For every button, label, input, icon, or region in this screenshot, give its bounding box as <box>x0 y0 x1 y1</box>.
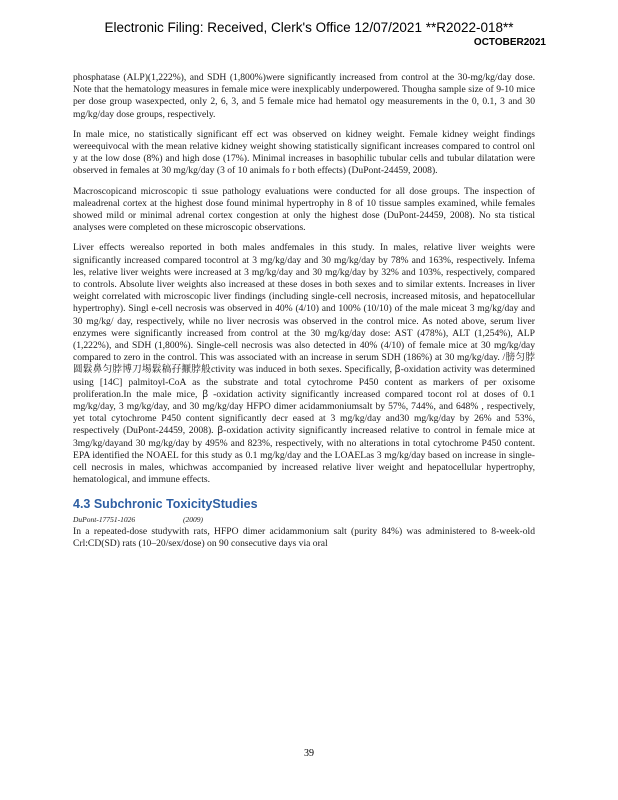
paragraph-kidney: In male mice, no statistically significant eff ect was observed on kidney weight. Female kidney weight findings wereequivocal with the mean relative kidney weight showing statistically significant increases compared to control onl y at the low dose (8%) and high dose (17%). Minimal increases in basophilic tubular cells and tubular dilatation were observed in females at 30 mg/kg/day (3 of 10 animals fo r both effects) (DuPont-24459, 2008). <box>73 128 535 177</box>
paragraph-subchronic: In a repeated-dose studywith rats, HFPO dimer acidammonium salt (purity 84%) was administered to 8-week-old Crl:CD(SD) rats (10–20/sex/dose) on 90 consecutive days via oral <box>73 525 535 549</box>
filing-header: Electronic Filing: Received, Clerk's Office 12/07/2021 **R2022-018** <box>104 20 514 35</box>
paragraph-liver: Liver effects werealso reported in both males andfemales in this study. In males, relative liver weights were significantly increased compared tocontrol at 3 mg/kg/day and 30 mg/kg/day by 78% and 163%, respectively. Infema les, relative liver weights were increased at 3 mg/kg/day and 30 mg/kg/day by 32% and 103%, respectively, compared to controls. Absolute liver weights also increased at these doses in both sexes and to similar extents. Increases in liver weight correlated with microscopic liver findings (including single-cell necrosis, increased mitosis, and hepatocellular hypertrophy). Singl e-cell necrosis was observed in 40% (4/10) and 100% (10/10) of the male miceat 3 mg/kg/day and 30 mg/kg/ day, respectively, while no liver necrosis was observed in the control mice. As noted above, serum liver enzymes were significantly increased from control at the 30 mg/kg/day dose: AST (478%), ALT (1,254%), ALP (1,222%), and SDH (1,800%). Single-cell necrosis was also detected in 40% (4/10) of female mice at 30 mg/kg/day compared to zero in the control. This was associated with an increase in serum SDH (186%) at 30 mg/kg/day. /膀匀脖圆鬏鼻匀脖博刀埸鬏稿孖擫脖般ctivity was induced in both sexes. Specifically, ꞵ-oxidation activity was determined using [14C] palmitoyl-CoA as the substrate and total cytochrome P450 content as markers of per oxisome proliferation.In the male mice, ꞵ -oxidation activity significantly increased compared tocont rol at doses of 0.1 mg/kg/day, 3 mg/kg/day, and 30 mg/kg/day HFPO dimer acidammoniumsalt by 57%, 744%, and 648% , respectively, yet total cytochrome P450 content significantly decr eased at 3 mg/kg/day and30 mg/kg/day by 26% and 53%, respectively (DuPont-24459, 2008). ꞵ-oxidation activity significantly increased relative to control in female mice at 3mg/kg/dayand 30 mg/kg/day by 495% and 823%, respectively, with no alterations in total cytochrome P450 content. EPA identified the NOAEL for this study as 0.1 mg/kg/day and the LOAELas 3 mg/kg/day based on increase in single-cell necrosis in males, whichwas accompanied by increased relative liver weight and hepatocellular hypertrophy, hematological, and immune effects. <box>73 242 535 486</box>
page-number: 39 <box>304 748 314 759</box>
document-date: OCTOBER2021 <box>473 37 546 48</box>
study-citation <box>73 515 535 524</box>
section-heading: 4.3 Subchronic ToxicityStudies <box>73 496 258 511</box>
paragraph-hematology: phosphatase (ALP)(1,222%), and SDH (1,800%)were significantly increased from control at the 30-mg/kg/day dose. Note that the hematology measures in female mice were inexplicably underpowered. Thougha sample size of 9-10 mice per dose group wasexpected, only 2, 6, 3, and 5 female mice had hematol ogy measurements in the 0, 0.1, 3 and 30 mg/kg/day dose groups, respectively. <box>73 72 535 120</box>
paragraph-pathology: Macroscopicand microscopic ti ssue pathology evaluations were conducted for all dose groups. The inspection of maleadrenal cortex at the highest dose found minimal hypertrophy in 8 of 10 tissue samples examined, while females showed mild or minimal adrenal cortex congestion at only the highest dose (DuPont-24459, 2008). No sta tistical analyses were completed on these microscopic observations. <box>73 185 535 234</box>
document-body <box>73 72 535 558</box>
citation-year: (2009) <box>182 514 203 524</box>
citation-source: DuPont-17751-1026 <box>73 514 136 524</box>
